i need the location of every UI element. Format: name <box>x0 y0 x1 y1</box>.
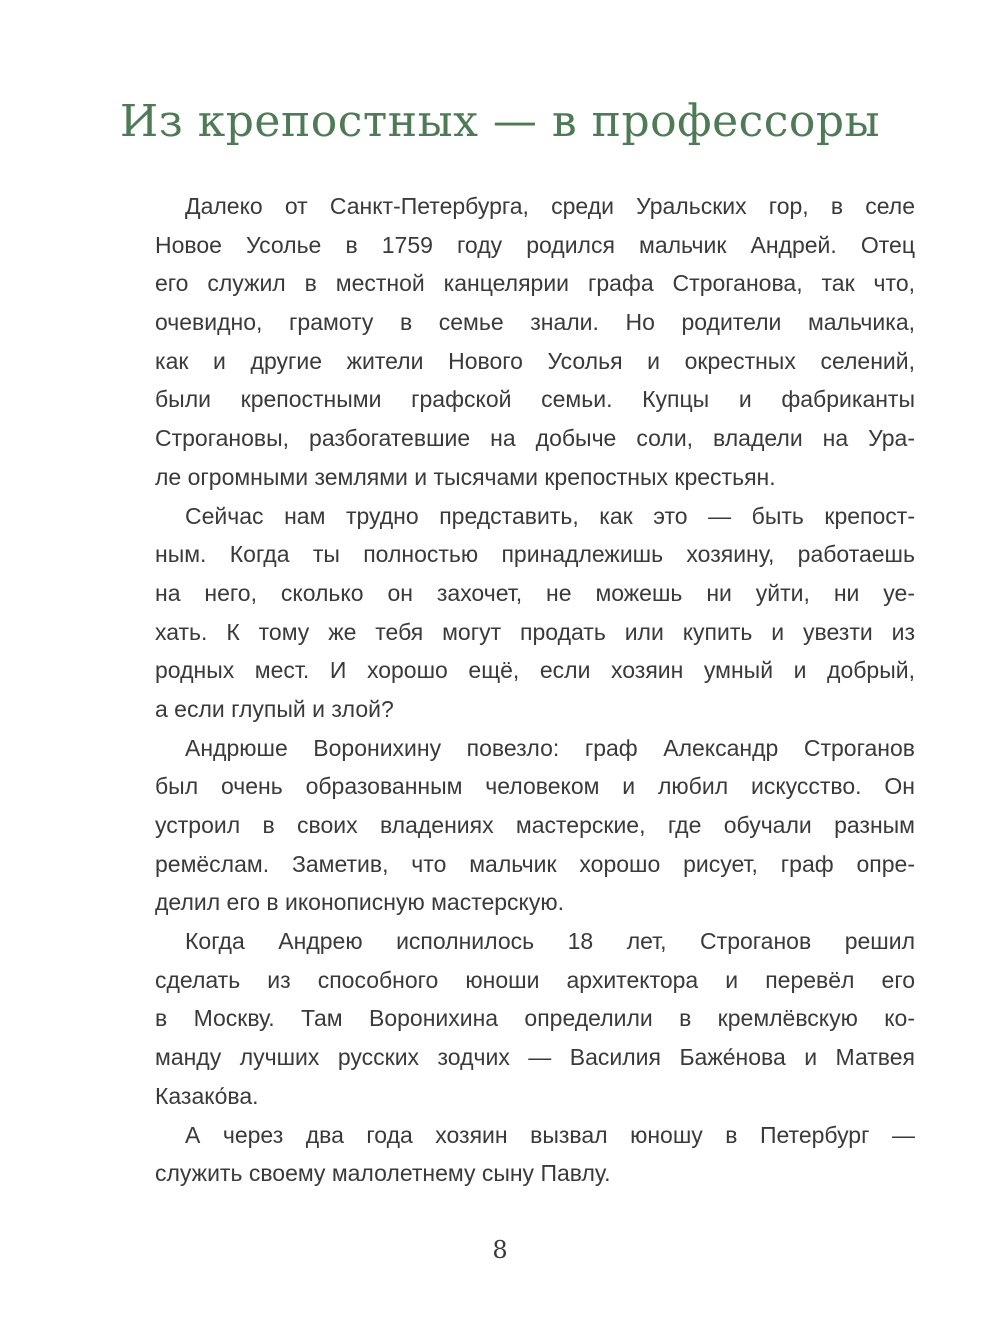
chapter-title: Из крепостных — в профессоры <box>119 96 881 147</box>
text-line: служить своему малолетнему сыну Павлу. <box>155 1160 611 1187</box>
text-line: был очень образованным человеком и любил искусство. Он <box>155 773 915 800</box>
text-line: Андрюше Воронихину повезло: граф Александр Строганов <box>185 734 915 761</box>
text-line: А через два года хозяин вызвал юношу в Петербург — <box>185 1121 915 1148</box>
text-line: в Москву. Там Воронихина определили в кремлёвскую ко- <box>155 1005 915 1032</box>
page-number: 8 <box>492 1236 508 1264</box>
paragraph-5 <box>155 1116 915 1193</box>
text-line: ным. Когда ты полностью принадлежишь хозяину, работаешь <box>155 541 915 568</box>
text-line: устроил в своих владениях мастерские, где обучали разным <box>155 812 915 838</box>
text-line: Когда Андрею исполнилось 18 лет, Строганов решил <box>185 928 915 955</box>
text-line: родных мест. И хорошо ещё, если хозяин умный и добрый, <box>155 657 915 684</box>
text-line: Сейчас нам трудно представить, как это — быть крепост- <box>185 502 915 529</box>
body-text <box>155 187 915 1193</box>
text-line: очевидно, грамоту в семье знали. Но родители мальчика, <box>155 309 915 336</box>
text-line: ле огромными землями и тысячами крепостных крестьян. <box>155 463 776 490</box>
text-line: сделать из способного юноши архитектора и перевёл его <box>155 966 915 993</box>
text-line: Новое Усолье в 1759 году родился мальчик Андрей. Отец <box>155 231 915 258</box>
text-line: а если глупый и злой? <box>155 695 394 722</box>
text-line: Строгановы, разбогатевшие на добыче соли, владели на Ура- <box>155 425 915 452</box>
text-line: как и другие жители Нового Усолья и окрестных селений, <box>155 347 915 374</box>
paragraph-1 <box>155 187 915 497</box>
paragraph-3 <box>155 729 915 922</box>
paragraph-2 <box>155 497 915 729</box>
text-line: хать. К тому же тебя могут продать или купить и увезти из <box>155 618 915 645</box>
paragraph-4 <box>155 922 915 1115</box>
text-line: его служил в местной канцелярии графа Строганова, так что, <box>155 270 915 297</box>
text-line: делил его в иконописную мастерскую. <box>155 889 565 916</box>
text-line: Далеко от Санкт-Петербурга, среди Уральских гор, в селе <box>185 193 915 219</box>
text-line: Казако́ва. <box>155 1082 259 1109</box>
text-line: ремёслам. Заметив, что мальчик хорошо рисует, граф опре- <box>155 850 915 877</box>
text-line: на него, сколько он захочет, не можешь ни уйти, ни уе- <box>155 579 915 606</box>
text-line: манду лучших русских зодчих — Василия Баже́нова и Матвея <box>155 1044 915 1071</box>
text-line: были крепостными графской семьи. Купцы и фабриканты <box>155 386 915 413</box>
